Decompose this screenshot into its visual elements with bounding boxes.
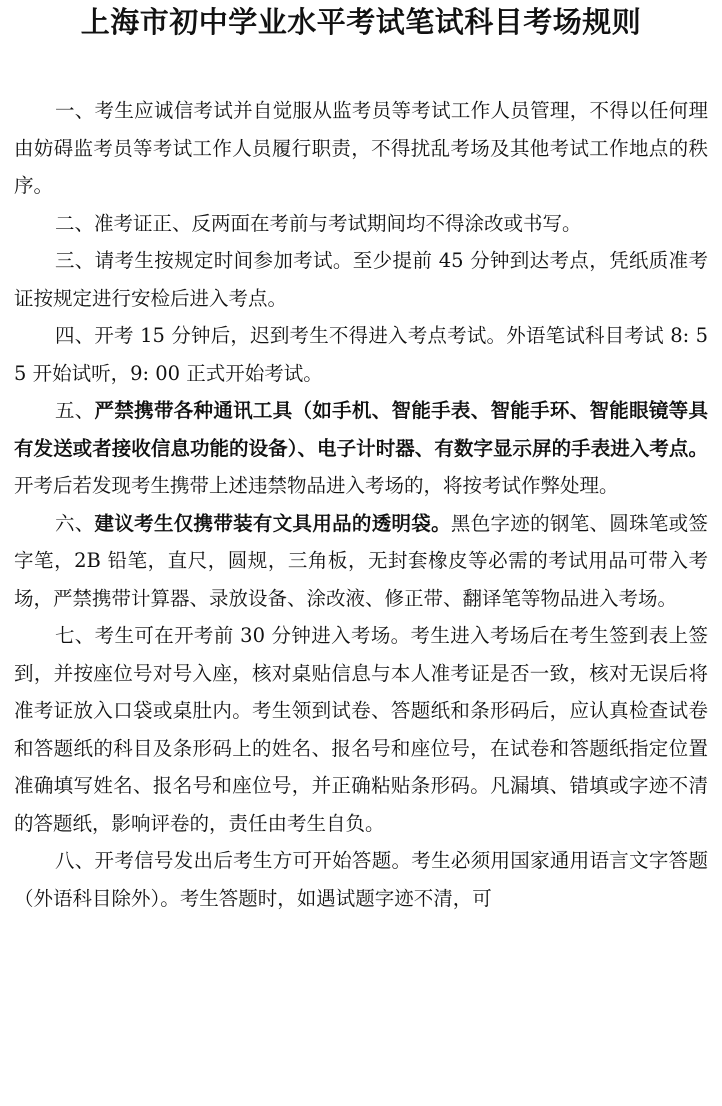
rule-7-paragraph: 七、考生可在开考前 30 分钟进入考场。考生进入考场后在考生签到表上签到，并按座位号对号入座，核对桌贴信息与本人准考证是否一致，核对无误后将准考证放入口袋或桌肚内。考生领到试卷、答题纸和条形码后，应认真检查试卷和答题纸的科目及条形码上的姓名、报名号和座位号，在试卷和答题纸指定位置准确填写姓名、报名号和座位号，并正确粘贴条形码。凡漏填、错填或字迹不清的答题纸，影响评卷的，责任由考生自负。 bbox=[14, 624, 708, 835]
rule-4-paragraph: 四、开考 15 分钟后，迟到考生不得进入考点考试。外语笔试科目考试 8: 55 开始试听，9: 00 正式开始考试。 bbox=[14, 324, 708, 385]
rule-6-text: 黑色字迹的钢笔、圆珠笔或签字笔，2B 铅笔，直尺，圆规，三角板，无封套橡皮等必需的考试用品可带入考场，严禁携带计算器、录放设备、涂改液、修正带、翻译笔等物品进入考场。 bbox=[14, 511, 708, 610]
rule-2-paragraph: 二、准考证正、反两面在考前与考试期间均不得涂改或书写。 bbox=[54, 211, 582, 235]
rule-6-bold-text: 建议考生仅携带装有文具用品的透明袋。 bbox=[94, 511, 451, 535]
rule-5-paragraph bbox=[14, 392, 708, 505]
rule-8-paragraph: 八、开考信号发出后考生方可开始答题。考生必须用国家通用语言文字答题（外语科目除外）。考生答题时，如遇试题字迹不清，可 bbox=[14, 849, 708, 910]
rule-5-bold-text: 严禁携带各种通讯工具（如手机、智能手表、智能手环、智能眼镜等具有发送或者接收信息功能的设备）、电子计时器、有数字显示屏的手表进入考点。 bbox=[14, 399, 708, 460]
rule-6-paragraph bbox=[14, 505, 708, 618]
rule-3-paragraph: 三、请考生按规定时间参加考试。至少提前 45 分钟到达考点，凭纸质准考证按规定进行安检后进入考点。 bbox=[14, 249, 708, 310]
document-body bbox=[14, 92, 708, 917]
document-title: 上海市初中学业水平考试笔试科目考场规则 bbox=[80, 5, 642, 39]
rule-5-number: 五、 bbox=[54, 399, 95, 422]
rule-6-number: 六、 bbox=[54, 511, 95, 535]
rule-1-paragraph: 一、考生应诚信考试并自觉服从监考员等考试工作人员管理，不得以任何理由妨碍监考员等考试工作人员履行职责，不得扰乱考场及其他考试工作地点的秩序。 bbox=[14, 99, 708, 197]
rule-5-text: 开考后若发现考生携带上述违禁物品进入考场的，将按考试作弊处理。 bbox=[14, 474, 619, 497]
